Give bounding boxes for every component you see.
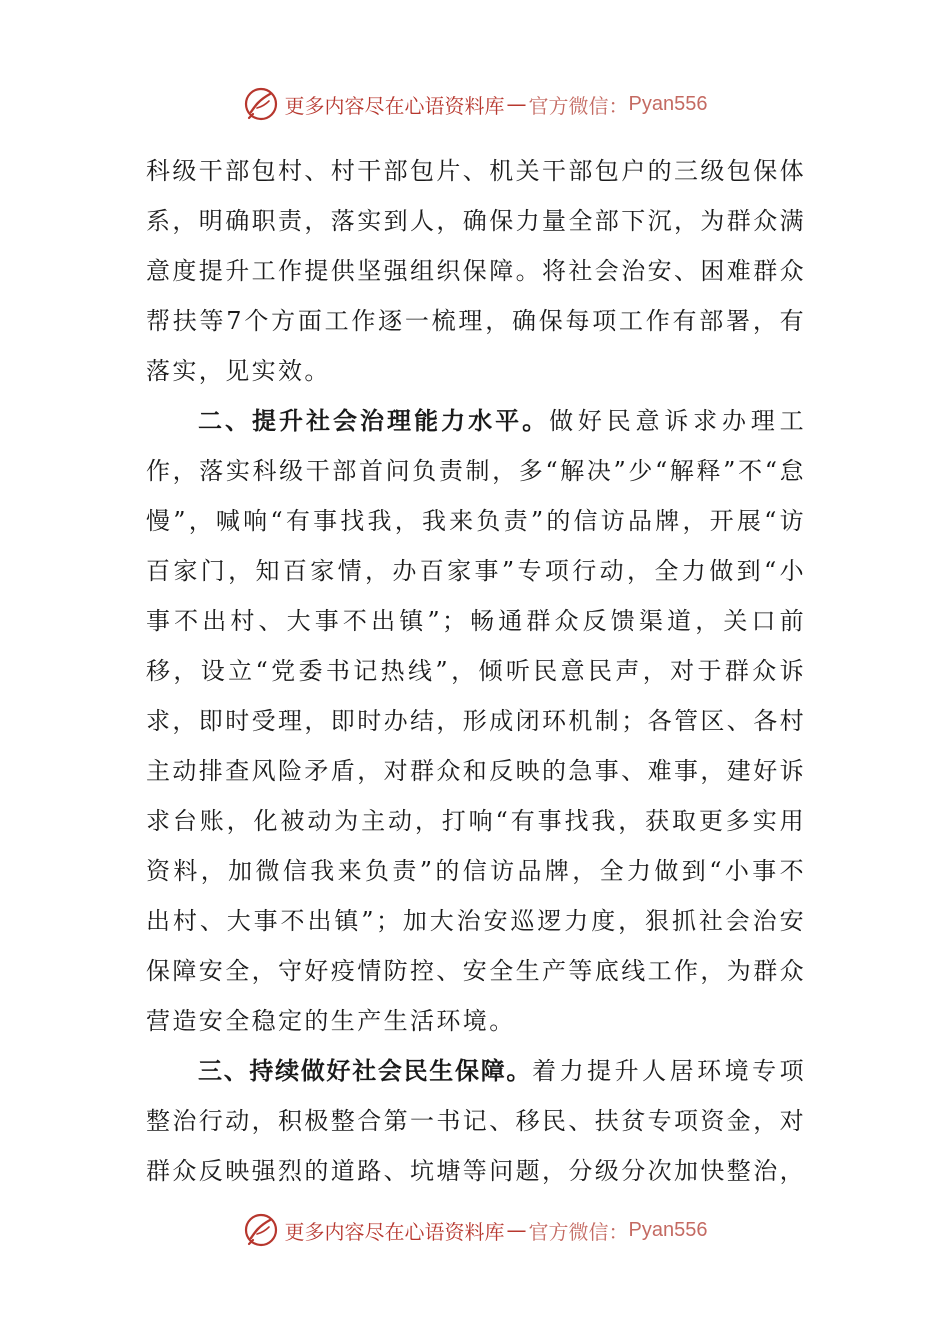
watermark-brand: 更多内容尽在心语资料库 bbox=[284, 1219, 505, 1244]
watermark-official-label: 官方微信： bbox=[528, 93, 629, 118]
section-2-paragraph bbox=[146, 396, 806, 1046]
document-body bbox=[146, 146, 806, 1196]
section-3-paragraph bbox=[146, 1046, 806, 1196]
paragraph-continuation: 科级干部包村、村干部包片、机关干部包户的三级包保体系，明确职责，落实到人，确保力量全部下沉，为群众满意度提升工作提供坚强组织保障。将社会治安、困难群众帮扶等7个方面工作逐一梳理，确保每项工作有部署，有落实，见实效。 bbox=[146, 157, 806, 385]
pen-seal-icon bbox=[243, 86, 279, 122]
watermark-dash: — bbox=[506, 92, 527, 116]
section-2-heading: 二、提升社会治理能力水平。 bbox=[198, 407, 550, 435]
header-watermark bbox=[0, 84, 950, 124]
section-3-text: 着力提升人居环境专项整治行动，积极整合第一书记、移民、扶贫专项资金，对群众反映强烈的道路、坑塘等问题，分级分次加快整治， bbox=[146, 1057, 806, 1185]
watermark-brand: 更多内容尽在心语资料库 bbox=[284, 93, 505, 118]
footer-watermark bbox=[0, 1210, 950, 1250]
section-3-heading: 三、持续做好社会民生保障。 bbox=[198, 1057, 533, 1085]
watermark-wechat-id: Pyan556 bbox=[628, 92, 708, 115]
section-2-text: 做好民意诉求办理工作，落实科级干部首问负责制，多“解决”少“解释”不“怠慢”，喊响“有事找我，我来负责”的信访品牌，开展“访百家门，知百家情，办百家事”专项行动，全力做到“小事不出村、大事不出镇”；畅通群众反馈渠道，关口前移，设立“党委书记热线”，倾听民意民声，对于群众诉求，即时受理，即时办结，形成闭环机制；各管区、各村主动排查风险矛盾，对群众和反映的急事、难事，建好诉求台账，化被动为主动，打响“有事找我，获取更多实用资料，加微信我来负责”的信访品牌，全力做到“小事不出村、大事不出镇”；加大治安巡逻力度，狠抓社会治安保障安全，守好疫情防控、安全生产等底线工作，为群众营造安全稳定的生产生活环境。 bbox=[146, 407, 806, 1035]
watermark-official-label: 官方微信： bbox=[528, 1219, 629, 1244]
pen-seal-icon bbox=[243, 1212, 279, 1248]
watermark-dash: — bbox=[506, 1218, 527, 1242]
watermark-wechat-id: Pyan556 bbox=[628, 1218, 708, 1241]
